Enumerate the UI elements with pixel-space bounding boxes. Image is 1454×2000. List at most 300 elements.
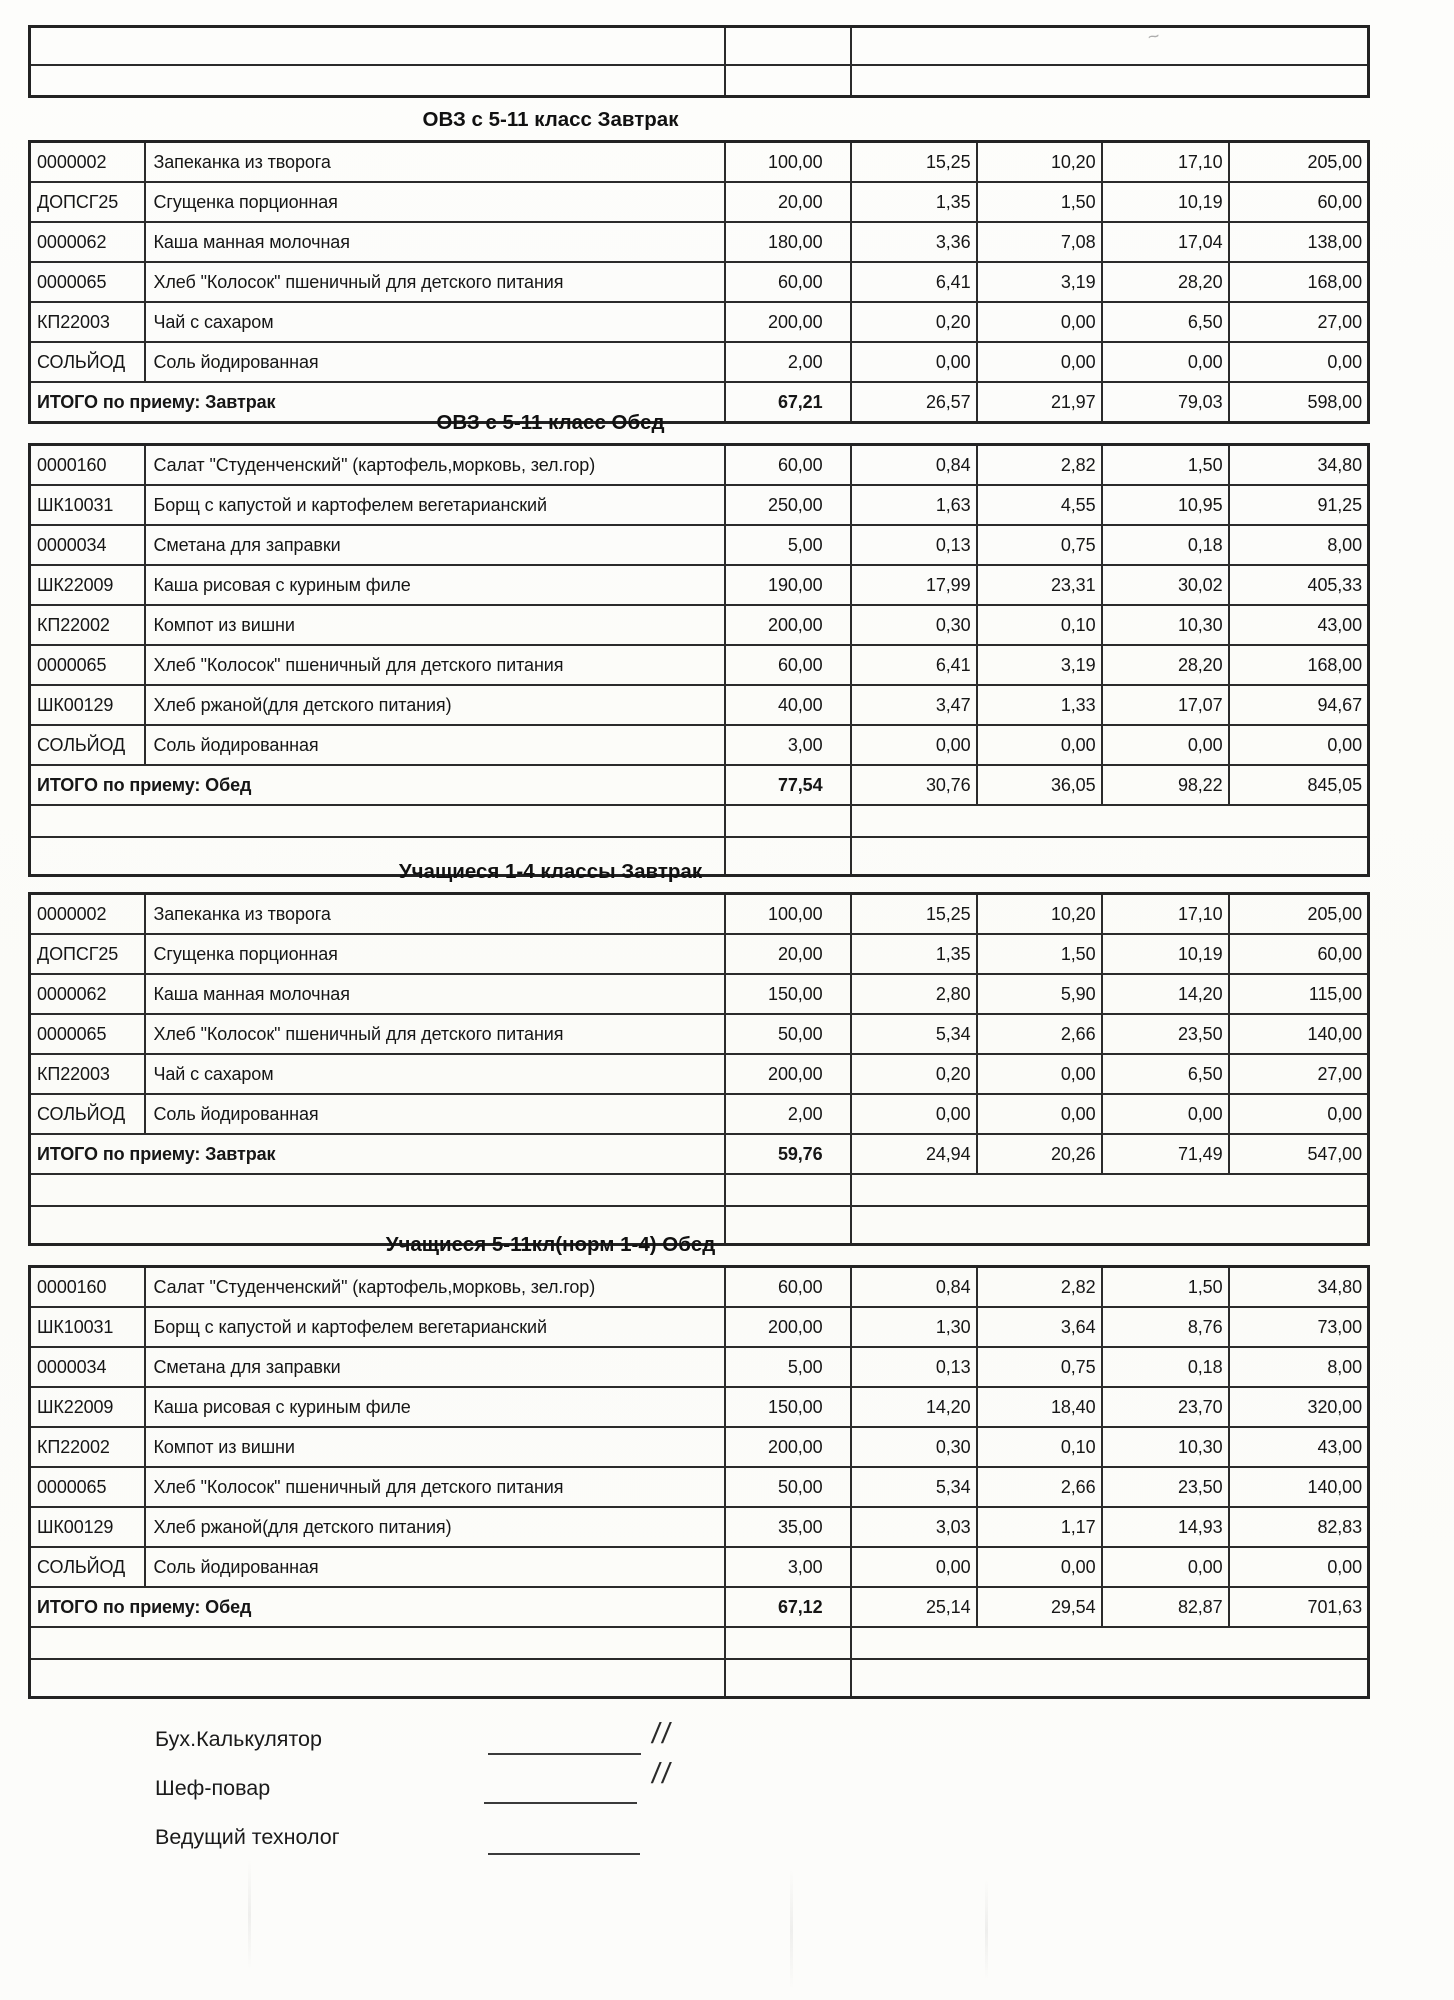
signature-line [488,1753,641,1755]
fat-cell: 5,90 [977,974,1102,1014]
protein-cell: 0,20 [851,302,977,342]
kcal-cell: 205,00 [1229,142,1369,183]
table-row [30,142,1369,183]
carb-cell: 6,50 [1102,302,1229,342]
kcal-cell: 60,00 [1229,934,1369,974]
empty-header-table-wrap [28,25,1370,98]
section-ovz-breakfast [28,104,1370,424]
kcal-cell: 43,00 [1229,1427,1369,1467]
qty-cell: 2,00 [725,1094,851,1134]
total-qty-cell: 77,54 [725,765,851,805]
protein-cell: 0,00 [851,342,977,382]
protein-cell: 15,25 [851,894,977,935]
protein-cell: 0,13 [851,1347,977,1387]
empty-cell [851,1627,1369,1659]
table-row [30,302,1369,342]
protein-cell: 14,20 [851,1387,977,1427]
carb-cell: 28,20 [1102,645,1229,685]
section-grades5-11-lunch [28,1229,1370,1699]
qty-cell: 60,00 [725,262,851,302]
protein-cell: 1,35 [851,934,977,974]
qty-cell: 3,00 [725,1547,851,1587]
protein-cell: 3,47 [851,685,977,725]
table-slot [28,1265,1370,1699]
dish-code-cell: 0000002 [30,894,145,935]
meal-table [28,1265,1370,1699]
fat-cell: 2,66 [977,1014,1102,1054]
dish-name-cell: Сметана для заправки [145,525,725,565]
table-row [30,182,1369,222]
total-row [30,765,1369,805]
protein-cell: 0,84 [851,1267,977,1308]
carb-cell: 28,20 [1102,262,1229,302]
fat-cell: 0,00 [977,1547,1102,1587]
fat-cell: 0,00 [977,342,1102,382]
fat-cell: 3,19 [977,262,1102,302]
fat-cell: 3,64 [977,1307,1102,1347]
carb-cell: 10,30 [1102,605,1229,645]
signature-slash-mark: // [649,1758,675,1790]
total-row [30,1134,1369,1174]
dish-code-cell: 0000160 [30,445,145,486]
fat-cell: 18,40 [977,1387,1102,1427]
total-protein-cell: 30,76 [851,765,977,805]
table-row [30,1467,1369,1507]
table-row [30,1267,1369,1308]
total-carb-cell: 82,87 [1102,1587,1229,1627]
qty-cell: 250,00 [725,485,851,525]
qty-cell: 40,00 [725,685,851,725]
total-qty-cell: 67,12 [725,1587,851,1627]
dish-code-cell: 0000034 [30,525,145,565]
qty-cell: 20,00 [725,934,851,974]
carb-cell: 10,30 [1102,1427,1229,1467]
empty-cell [725,27,851,66]
qty-cell: 60,00 [725,445,851,486]
empty-cell [851,1174,1369,1206]
total-fat-cell: 29,54 [977,1587,1102,1627]
fat-cell: 7,08 [977,222,1102,262]
carb-cell: 17,10 [1102,142,1229,183]
empty-separator-row [30,1174,1369,1206]
table-row [30,222,1369,262]
protein-cell: 0,20 [851,1054,977,1094]
table-row [30,525,1369,565]
carb-cell: 1,50 [1102,1267,1229,1308]
qty-cell: 35,00 [725,1507,851,1547]
carb-cell: 0,00 [1102,1547,1229,1587]
protein-cell: 0,30 [851,605,977,645]
carb-cell: 14,93 [1102,1507,1229,1547]
carb-cell: 0,18 [1102,1347,1229,1387]
dish-name-cell: Хлеб "Колосок" пшеничный для детского питания [145,1014,725,1054]
carb-cell: 10,95 [1102,485,1229,525]
qty-cell: 100,00 [725,894,851,935]
dish-code-cell: 0000065 [30,645,145,685]
total-fat-cell: 20,26 [977,1134,1102,1174]
empty-cell [30,1174,725,1206]
carb-cell: 1,50 [1102,445,1229,486]
signature-label-technologist: Ведущий технолог [155,1825,340,1849]
total-carb-cell: 71,49 [1102,1134,1229,1174]
table-row [30,1347,1369,1387]
carb-cell: 23,50 [1102,1014,1229,1054]
kcal-cell: 140,00 [1229,1014,1369,1054]
dish-name-cell: Салат "Студенченский" (картофель,морковь, зел.гор) [145,445,725,486]
kcal-cell: 0,00 [1229,1547,1369,1587]
dish-code-cell: 0000062 [30,974,145,1014]
kcal-cell: 43,00 [1229,605,1369,645]
dish-name-cell: Борщ с капустой и картофелем вегетарианский [145,485,725,525]
dish-code-cell: СОЛЬЙОД [30,1094,145,1134]
dish-code-cell: КП22002 [30,1427,145,1467]
kcal-cell: 0,00 [1229,1094,1369,1134]
carb-cell: 17,10 [1102,894,1229,935]
protein-cell: 3,03 [851,1507,977,1547]
total-kcal-cell: 701,63 [1229,1587,1369,1627]
protein-cell: 5,34 [851,1014,977,1054]
dish-name-cell: Салат "Студенченский" (картофель,морковь, зел.гор) [145,1267,725,1308]
table-row [30,605,1369,645]
carb-cell: 8,76 [1102,1307,1229,1347]
empty-cell [725,1659,851,1698]
kcal-cell: 94,67 [1229,685,1369,725]
empty-cell [30,1627,725,1659]
dish-code-cell: 0000002 [30,142,145,183]
section-title: ОВЗ с 5-11 класс Обед [436,411,665,434]
table-slot [28,140,1370,424]
dish-name-cell: Хлеб ржаной(для детского питания) [145,685,725,725]
dish-code-cell: СОЛЬЙОД [30,725,145,765]
qty-cell: 200,00 [725,1307,851,1347]
dish-name-cell: Компот из вишни [145,605,725,645]
total-qty-cell: 59,76 [725,1134,851,1174]
fat-cell: 1,50 [977,182,1102,222]
total-qty-cell: 67,21 [725,382,851,423]
kcal-cell: 34,80 [1229,445,1369,486]
qty-cell: 60,00 [725,645,851,685]
table-row [30,1427,1369,1467]
fat-cell: 10,20 [977,142,1102,183]
empty-cell [725,1174,851,1206]
protein-cell: 1,35 [851,182,977,222]
kcal-cell: 168,00 [1229,645,1369,685]
dish-code-cell: СОЛЬЙОД [30,342,145,382]
section-title: ОВЗ с 5-11 класс Завтрак [422,108,679,131]
protein-cell: 0,13 [851,525,977,565]
carb-cell: 0,18 [1102,525,1229,565]
signature-label-accountant: Бух.Калькулятор [155,1727,322,1751]
dish-name-cell: Запеканка из творога [145,894,725,935]
fat-cell: 0,00 [977,725,1102,765]
table-row [30,725,1369,765]
dish-name-cell: Сгущенка порционная [145,934,725,974]
protein-cell: 0,30 [851,1427,977,1467]
fat-cell: 0,10 [977,1427,1102,1467]
dish-code-cell: 0000065 [30,1467,145,1507]
empty-cell [851,805,1369,837]
dish-name-cell: Каша манная молочная [145,974,725,1014]
total-label-cell: ИТОГО по приему: Обед [30,1587,725,1627]
qty-cell: 5,00 [725,525,851,565]
empty-separator-row [30,1659,1369,1698]
kcal-cell: 27,00 [1229,302,1369,342]
qty-cell: 200,00 [725,1427,851,1467]
table-slot [28,443,1370,877]
dish-code-cell: 0000034 [30,1347,145,1387]
table-row [30,65,1369,97]
table-row [30,1307,1369,1347]
empty-cell [725,65,851,97]
dish-code-cell: ДОПСГ25 [30,934,145,974]
protein-cell: 3,36 [851,222,977,262]
empty-cell [851,1659,1369,1698]
qty-cell: 3,00 [725,725,851,765]
meal-table [28,443,1370,877]
qty-cell: 50,00 [725,1467,851,1507]
table-row [30,485,1369,525]
fat-cell: 0,00 [977,1094,1102,1134]
fat-cell: 10,20 [977,894,1102,935]
qty-cell: 150,00 [725,1387,851,1427]
qty-cell: 180,00 [725,222,851,262]
table-row [30,445,1369,486]
table-row [30,1094,1369,1134]
table-row [30,685,1369,725]
fat-cell: 0,00 [977,302,1102,342]
kcal-cell: 27,00 [1229,1054,1369,1094]
total-kcal-cell: 547,00 [1229,1134,1369,1174]
dish-code-cell: 0000062 [30,222,145,262]
section-title: Учащиеся 5-11кл(норм 1-4) Обед [385,1233,716,1256]
dish-name-cell: Хлеб ржаной(для детского питания) [145,1507,725,1547]
scan-artifact [248,1860,251,1970]
kcal-cell: 60,00 [1229,182,1369,222]
table-row [30,1014,1369,1054]
qty-cell: 190,00 [725,565,851,605]
qty-cell: 2,00 [725,342,851,382]
carb-cell: 23,50 [1102,1467,1229,1507]
kcal-cell: 73,00 [1229,1307,1369,1347]
table-row [30,894,1369,935]
carb-cell: 0,00 [1102,725,1229,765]
protein-cell: 6,41 [851,262,977,302]
dish-name-cell: Компот из вишни [145,1427,725,1467]
dish-code-cell: ШК00129 [30,1507,145,1547]
carb-cell: 14,20 [1102,974,1229,1014]
dish-code-cell: 0000160 [30,1267,145,1308]
kcal-cell: 168,00 [1229,262,1369,302]
empty-cell [30,1659,725,1698]
carb-cell: 6,50 [1102,1054,1229,1094]
dish-name-cell: Хлеб "Колосок" пшеничный для детского питания [145,1467,725,1507]
section-grades1-4-breakfast [28,856,1370,1246]
dish-name-cell: Соль йодированная [145,1094,725,1134]
dish-name-cell: Сгущенка порционная [145,182,725,222]
dish-name-cell: Хлеб "Колосок" пшеничный для детского питания [145,262,725,302]
empty-separator-row [30,805,1369,837]
qty-cell: 60,00 [725,1267,851,1308]
total-kcal-cell: 598,00 [1229,382,1369,423]
table-row [30,1547,1369,1587]
section-ovz-lunch [28,407,1370,877]
protein-cell: 1,63 [851,485,977,525]
total-carb-cell: 98,22 [1102,765,1229,805]
protein-cell: 2,80 [851,974,977,1014]
dish-code-cell: КП22002 [30,605,145,645]
protein-cell: 0,00 [851,1547,977,1587]
carb-cell: 10,19 [1102,182,1229,222]
dish-code-cell: ДОПСГ25 [30,182,145,222]
table-row [30,645,1369,685]
table-row [30,974,1369,1014]
empty-cell [725,805,851,837]
dish-code-cell: 0000065 [30,262,145,302]
dish-code-cell: ШК22009 [30,565,145,605]
dish-name-cell: Чай с сахаром [145,302,725,342]
total-label-cell: ИТОГО по приему: Обед [30,765,725,805]
dish-name-cell: Каша рисовая с куриным филе [145,1387,725,1427]
empty-cell [30,27,725,66]
qty-cell: 200,00 [725,1054,851,1094]
kcal-cell: 0,00 [1229,725,1369,765]
carb-cell: 0,00 [1102,1094,1229,1134]
kcal-cell: 405,33 [1229,565,1369,605]
table-row [30,27,1369,66]
dish-name-cell: Каша манная молочная [145,222,725,262]
fat-cell: 3,19 [977,645,1102,685]
signature-label-chef: Шеф-повар [155,1776,271,1800]
dish-name-cell: Сметана для заправки [145,1347,725,1387]
empty-cell [30,65,725,97]
table-row [30,1387,1369,1427]
protein-cell: 17,99 [851,565,977,605]
carb-cell: 17,04 [1102,222,1229,262]
protein-cell: 1,30 [851,1307,977,1347]
scan-artifact [790,1870,793,1990]
dish-name-cell: Каша рисовая с куриным филе [145,565,725,605]
empty-header-table [28,25,1370,98]
qty-cell: 150,00 [725,974,851,1014]
kcal-cell: 320,00 [1229,1387,1369,1427]
dish-code-cell: ШК00129 [30,685,145,725]
empty-cell [30,805,725,837]
total-label-cell: ИТОГО по приему: Завтрак [30,1134,725,1174]
kcal-cell: 0,00 [1229,342,1369,382]
dish-name-cell: Хлеб "Колосок" пшеничный для детского питания [145,645,725,685]
meal-table [28,892,1370,1246]
fat-cell: 2,82 [977,445,1102,486]
kcal-cell: 34,80 [1229,1267,1369,1308]
scan-artifact [985,1880,988,1980]
qty-cell: 50,00 [725,1014,851,1054]
protein-cell: 5,34 [851,1467,977,1507]
kcal-cell: 82,83 [1229,1507,1369,1547]
protein-cell: 0,00 [851,725,977,765]
total-protein-cell: 26,57 [851,382,977,423]
fat-cell: 0,75 [977,1347,1102,1387]
empty-cell [851,27,1369,66]
qty-cell: 200,00 [725,302,851,342]
total-label-cell: ИТОГО по приему: Завтрак [30,382,725,423]
kcal-cell: 91,25 [1229,485,1369,525]
dish-code-cell: ШК10031 [30,1307,145,1347]
scan-artifact: ~ [1145,25,1162,49]
kcal-cell: 8,00 [1229,525,1369,565]
fat-cell: 1,50 [977,934,1102,974]
fat-cell: 0,00 [977,1054,1102,1094]
fat-cell: 0,75 [977,525,1102,565]
total-protein-cell: 24,94 [851,1134,977,1174]
dish-code-cell: 0000065 [30,1014,145,1054]
fat-cell: 1,17 [977,1507,1102,1547]
dish-name-cell: Соль йодированная [145,725,725,765]
empty-cell [851,65,1369,97]
signature-slash-mark: // [649,1718,675,1750]
signature-line [484,1802,637,1804]
qty-cell: 200,00 [725,605,851,645]
table-row [30,1507,1369,1547]
table-row [30,934,1369,974]
fat-cell: 4,55 [977,485,1102,525]
table-row [30,565,1369,605]
carb-cell: 10,19 [1102,934,1229,974]
carb-cell: 23,70 [1102,1387,1229,1427]
kcal-cell: 140,00 [1229,1467,1369,1507]
qty-cell: 5,00 [725,1347,851,1387]
total-kcal-cell: 845,05 [1229,765,1369,805]
kcal-cell: 138,00 [1229,222,1369,262]
qty-cell: 100,00 [725,142,851,183]
dish-name-cell: Запеканка из творога [145,142,725,183]
dish-code-cell: КП22003 [30,1054,145,1094]
dish-name-cell: Борщ с капустой и картофелем вегетарианский [145,1307,725,1347]
dish-name-cell: Соль йодированная [145,1547,725,1587]
dish-code-cell: ШК22009 [30,1387,145,1427]
kcal-cell: 115,00 [1229,974,1369,1014]
dish-name-cell: Чай с сахаром [145,1054,725,1094]
qty-cell: 20,00 [725,182,851,222]
fat-cell: 1,33 [977,685,1102,725]
table-slot [28,892,1370,1246]
kcal-cell: 8,00 [1229,1347,1369,1387]
kcal-cell: 205,00 [1229,894,1369,935]
protein-cell: 0,00 [851,1094,977,1134]
carb-cell: 0,00 [1102,342,1229,382]
section-title: Учащиеся 1-4 классы Завтрак [398,860,703,883]
empty-cell [725,1627,851,1659]
fat-cell: 0,10 [977,605,1102,645]
table-row [30,1054,1369,1094]
fat-cell: 23,31 [977,565,1102,605]
protein-cell: 6,41 [851,645,977,685]
protein-cell: 15,25 [851,142,977,183]
fat-cell: 2,66 [977,1467,1102,1507]
table-row [30,262,1369,302]
table-row [30,342,1369,382]
dish-code-cell: СОЛЬЙОД [30,1547,145,1587]
meal-table [28,140,1370,424]
dish-code-cell: ШК10031 [30,485,145,525]
carb-cell: 30,02 [1102,565,1229,605]
total-row [30,1587,1369,1627]
total-fat-cell: 21,97 [977,382,1102,423]
carb-cell: 17,07 [1102,685,1229,725]
empty-separator-row [30,1627,1369,1659]
dish-code-cell: КП22003 [30,302,145,342]
total-fat-cell: 36,05 [977,765,1102,805]
protein-cell: 0,84 [851,445,977,486]
